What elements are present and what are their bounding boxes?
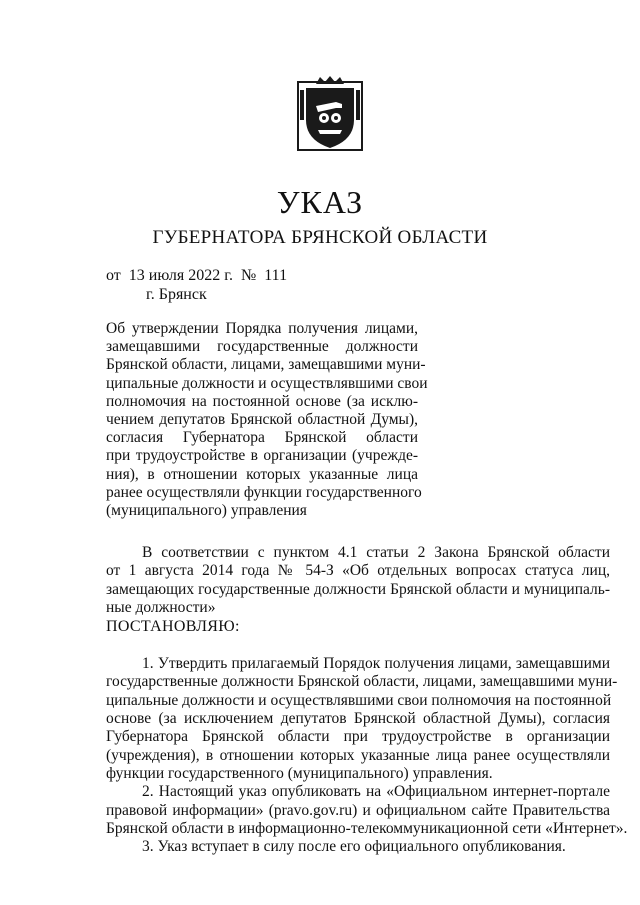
document-title: УКАЗ <box>276 184 364 220</box>
item-1-line: функции государственного (муниципального) управления. <box>106 764 493 782</box>
item-1-line: основе (за исключением депутатов Брянской областной Думы), согласия <box>106 710 610 728</box>
item-3 <box>106 838 610 856</box>
heading-line: Об утверждении Порядка получения лицами, <box>106 320 418 337</box>
item-1 <box>106 655 618 783</box>
heading-line: полномочия на постоянной основе (за исклю- <box>106 392 418 410</box>
heading-line: ципальные должности и осуществлявшими свои <box>106 374 428 392</box>
document-body <box>106 544 628 856</box>
preamble <box>106 544 610 617</box>
date-number-line: от 13 июля 2022 г. № 111 <box>106 267 288 284</box>
item-1-line: (учреждения), в отношении которых указанные лица ранее осуществляли <box>106 746 610 764</box>
heading-line: (муниципального) управления <box>106 502 307 520</box>
item-1-line: государственные должности Брянской области, лицами, замещавшими муни- <box>106 673 618 691</box>
resolve-word: ПОСТАНОВЛЯЮ: <box>106 618 240 636</box>
item-2-line: правовой информации» (pravo.gov.ru) и официальном сайте Правительства <box>106 801 610 819</box>
item-2-line: Брянской области в информационно-телекоммуникационной сети «Интернет». <box>106 819 628 837</box>
heading-line: Брянской области, лицами, замещавшими муни- <box>106 356 426 374</box>
preamble-line: от 1 августа 2014 года № 54-З «Об отдельных вопросах статуса лиц, <box>106 562 610 580</box>
preamble-line: ные должности» <box>106 598 216 616</box>
item-2 <box>106 783 628 838</box>
item-1-line: Губернатора Брянской области при трудоустройстве в организации <box>106 728 610 746</box>
item-3-line: 3. Указ вступает в силу после его официального опубликования. <box>142 838 566 856</box>
item-1-line: ципальные должности и осуществлявшими свои полномочия на постоянной <box>106 691 612 709</box>
item-1-line: 1. Утвердить прилагаемый Порядок получения лицами, замещавшими <box>142 655 610 673</box>
document-subtitle: ГУБЕРНАТОРА БРЯНСКОЙ ОБЛАСТИ <box>152 227 488 248</box>
heading-line: замещавшими государственные должности <box>106 338 418 356</box>
document-heading <box>106 320 428 520</box>
item-2-line: 2. Настоящий указ опубликовать на «Официальном интернет-портале <box>142 783 610 801</box>
preamble-line: замещающих государственные должности Брянской области и муниципаль- <box>106 580 610 598</box>
heading-line: ния), в отношении которых указанные лица <box>106 465 418 483</box>
coat-of-arms-icon <box>296 76 364 152</box>
heading-line: чением депутатов Брянской областной Думы), <box>106 411 418 429</box>
heading-line: согласия Губернатора Брянской области <box>106 429 418 447</box>
city-line: г. Брянск <box>146 286 207 303</box>
heading-line: ранее осуществляли функции государственного <box>106 483 422 501</box>
preamble-line: В соответствии с пунктом 4.1 статьи 2 Закона Брянской области <box>142 544 610 561</box>
heading-line: при трудоустройстве в организации (учрежде- <box>106 447 418 465</box>
